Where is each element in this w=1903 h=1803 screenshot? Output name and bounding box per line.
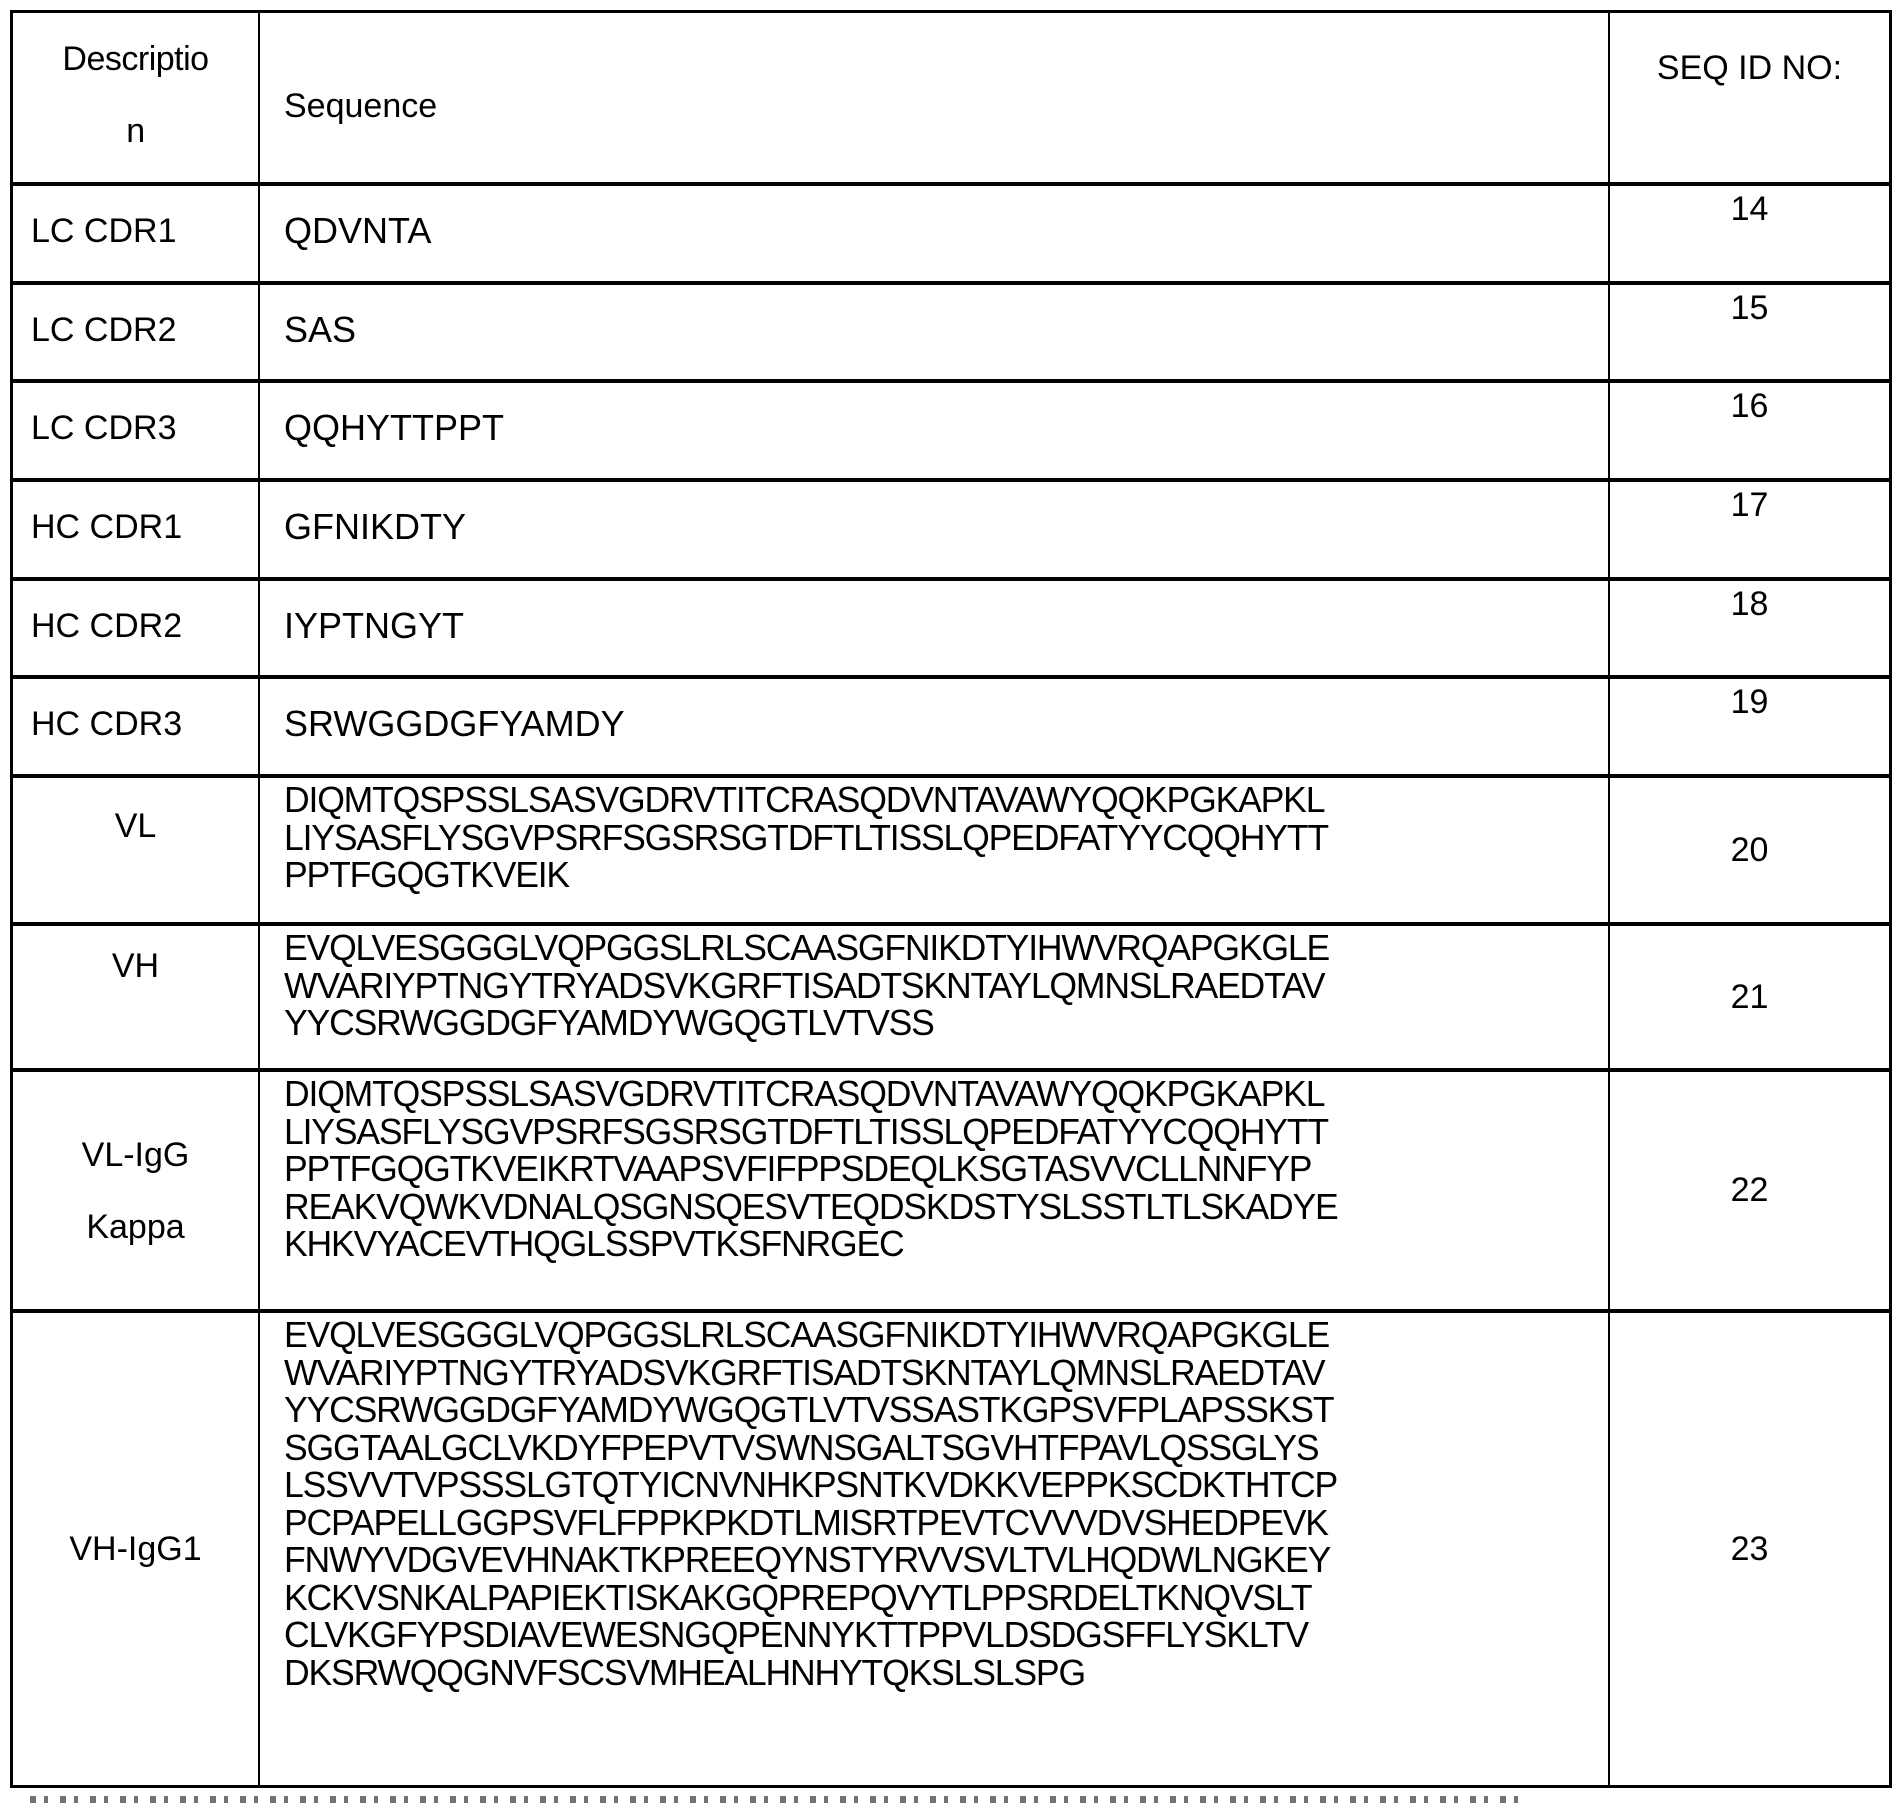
row-description: LC CDR3 [31,409,177,448]
header-seq-id-cell [1610,13,1889,182]
sequence-line: DKSRWQQGNVFSCSVMHEALHNHYTQKSLSLSPG [284,1651,1085,1693]
sequence-line: FNWYVDGVEVHNAKTKPREEQYNSTYRVVSVLTVLHQDWLNGKEY [284,1539,1331,1581]
sequence-line: PPTFGQGTKVEIK [284,854,569,896]
row-description [82,1119,190,1263]
sequence-line: REAKVQWKVDNALQSGNSQESVTEQDSKDSTYSLSSTLTLSKADYE [284,1185,1338,1227]
sequence-line: DIQMTQSPSSLSASVGDRVTITCRASQDVNTAVAWYQQKPGKAPKL [284,779,1325,821]
table-row [13,281,1889,380]
row-sequence [260,778,1608,894]
row-sequence [260,1313,1608,1691]
header-sequence: Sequence [284,87,438,125]
sequence-line: DIQMTQSPSSLSASVGDRVTITCRASQDVNTAVAWYQQKPGKAPKL [284,1073,1325,1115]
row-sequence: SAS [284,308,357,350]
table-row [13,379,1889,478]
row-description: LC CDR1 [31,212,177,250]
row-description: LC CDR2 [31,310,177,349]
row-seq-id: 20 [1730,830,1769,869]
row-sequence: QDVNTA [284,210,432,251]
row-sequence: GFNIKDTY [284,506,467,548]
header-sequence-cell [260,13,1610,182]
sequence-line: SGGTAALGCLVKDYFPEPVTVSWNSGALTSGVHTFPAVLQSSGLYS [284,1426,1319,1468]
row-sequence: SRWGGDGFYAMDY [284,703,625,745]
row-seq-id: 14 [1730,190,1769,228]
table-row [13,182,1889,281]
footnote-cut-off [30,1796,1530,1803]
row-description: VH [111,947,160,986]
row-seq-id: 17 [1730,486,1769,525]
sequence-line: EVQLVESGGGLVQPGGSLRLSCAASGFNIKDTYIHWVRQAPGKGLE [284,1314,1329,1356]
sequence-line: EVQLVESGGGLVQPGGSLRLSCAASGFNIKDTYIHWVRQAPGKGLE [284,927,1329,969]
row-sequence: IYPTNGYT [284,604,465,646]
footnote-clipped-text [30,1796,1530,1803]
row-sequence [260,1072,1608,1263]
sequence-line: LSSVVTVPSSSLGTQTYICNVNHKPSNTKVDKKVEPPKSCDKTHTCP [284,1464,1338,1506]
sequence-line: PCPAPELLGGPSVFLFPPKPKDTLMISRTPEVTCVVVDVSHEDPEVK [284,1501,1328,1543]
header-seq-id: SEQ ID NO: [1656,49,1843,87]
sequence-table [10,10,1892,1788]
table-header-row [13,13,1889,182]
header-description-line: Descriptio [62,40,209,78]
row-description: HC CDR3 [31,705,183,744]
row-description-line: VL-IgG [81,1135,190,1174]
row-description-line: Kappa [86,1207,185,1246]
row-sequence [260,926,1608,1042]
sequence-line: LIYSASFLYSGVPSRFSGSRSGTDFTLTISSLQPEDFATYYCQQHYTT [284,1110,1328,1152]
row-description: HC CDR1 [31,508,183,547]
table-row [13,1309,1889,1785]
sequence-line: PPTFGQGTKVEIKRTVAAPSVFIFPPSDEQLKSGTASVVCLLNNFYP [284,1148,1312,1190]
row-seq-id: 19 [1730,683,1769,722]
row-description: VL [114,807,157,846]
row-description: VH-IgG1 [69,1530,202,1569]
row-seq-id: 22 [1730,1171,1769,1210]
sequence-line: WVARIYPTNGYTRYADSVKGRFTISADTSKNTAYLQMNSLRAEDTAV [284,1351,1325,1393]
table-row [13,577,1889,676]
sequence-line: WVARIYPTNGYTRYADSVKGRFTISADTSKNTAYLQMNSLRAEDTAV [284,964,1325,1006]
table-row [13,922,1889,1068]
table-row [13,1068,1889,1309]
sequence-line: LIYSASFLYSGVPSRFSGSRSGTDFTLTISSLQPEDFATYYCQQHYTT [284,816,1328,858]
row-sequence: QQHYTTPPT [284,407,505,449]
row-seq-id: 18 [1730,584,1769,623]
row-seq-id: 21 [1730,977,1769,1016]
sequence-line: CLVKGFYPSDIAVEWESNGQPENNYKTTPPVLDSDGSFFLYSKLTV [284,1614,1308,1656]
sequence-line: KCKVSNKALPAPIEKTISKAKGQPREPQVYTLPPSRDELTKNQVSLT [284,1576,1312,1618]
table-row [13,774,1889,922]
sequence-line: YYCSRWGGDGFYAMDYWGQGTLVTVSSASTKGPSVFPLAPSSKST [284,1389,1334,1431]
row-description: HC CDR2 [31,606,183,645]
row-seq-id: 23 [1730,1529,1769,1568]
row-seq-id: 15 [1730,288,1769,327]
sequence-line: YYCSRWGGDGFYAMDYWGQGTLVTVSS [284,1002,934,1044]
row-seq-id: 16 [1730,387,1769,426]
header-description-line: n [126,112,145,150]
table-row [13,675,1889,774]
header-description-cell [13,13,260,182]
table-row [13,478,1889,577]
sequence-line: KHKVYACEVTHQGLSSPVTKSFNRGEC [284,1223,904,1265]
header-description [13,23,258,167]
